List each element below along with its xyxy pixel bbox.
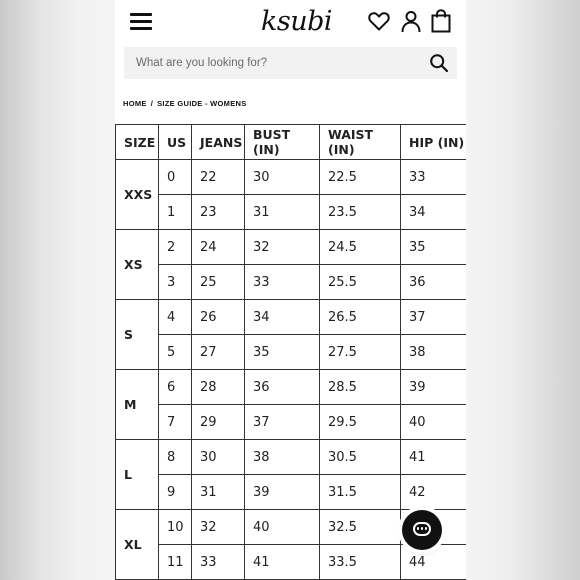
size-cell: L (116, 440, 159, 510)
waist-cell: 32.5 (320, 510, 401, 545)
bust-cell: 37 (245, 405, 320, 440)
size-cell: XS (116, 230, 159, 300)
waist-cell: 28.5 (320, 370, 401, 405)
waist-cell: 24.5 (320, 230, 401, 265)
waist-cell: 31.5 (320, 475, 401, 510)
bust-cell: 38 (245, 440, 320, 475)
jeans-cell: 26 (192, 300, 245, 335)
chat-bubble-icon[interactable] (402, 510, 442, 550)
us-cell: 9 (159, 475, 192, 510)
us-cell: 2 (159, 230, 192, 265)
table-row (116, 545, 467, 580)
shopping-bag-icon[interactable] (429, 9, 453, 33)
hip-cell: 39 (401, 370, 467, 405)
hip-cell: 38 (401, 335, 467, 370)
table-row (116, 370, 467, 405)
us-cell: 1 (159, 195, 192, 230)
table-row (116, 300, 467, 335)
brand-logo[interactable]: ksubi (261, 6, 333, 37)
us-cell: 4 (159, 300, 192, 335)
hip-cell: 40 (401, 405, 467, 440)
bust-cell: 35 (245, 335, 320, 370)
us-cell: 10 (159, 510, 192, 545)
jeans-cell: 27 (192, 335, 245, 370)
waist-cell: 26.5 (320, 300, 401, 335)
bust-cell: 33 (245, 265, 320, 300)
column-header-waist: WAIST (IN) (320, 125, 401, 160)
table-row (116, 160, 467, 195)
table-row (116, 195, 467, 230)
column-header-jeans: JEANS (192, 125, 245, 160)
jeans-cell: 28 (192, 370, 245, 405)
us-cell: 8 (159, 440, 192, 475)
hip-cell: 42 (401, 475, 467, 510)
us-cell: 6 (159, 370, 192, 405)
hip-cell: 34 (401, 195, 467, 230)
hip-cell: 36 (401, 265, 467, 300)
bust-cell: 32 (245, 230, 320, 265)
hip-cell: 33 (401, 160, 467, 195)
us-cell: 11 (159, 545, 192, 580)
bust-cell: 34 (245, 300, 320, 335)
search-bar (124, 47, 457, 79)
waist-cell: 30.5 (320, 440, 401, 475)
us-cell: 7 (159, 405, 192, 440)
us-cell: 5 (159, 335, 192, 370)
jeans-cell: 23 (192, 195, 245, 230)
size-cell: XL (116, 510, 159, 580)
waist-cell: 29.5 (320, 405, 401, 440)
breadcrumb (123, 99, 247, 108)
breadcrumb-current: SIZE GUIDE - WOMENS (157, 99, 247, 108)
table-row (116, 475, 467, 510)
size-cell: S (116, 300, 159, 370)
bust-cell: 31 (245, 195, 320, 230)
search-icon[interactable] (429, 53, 449, 73)
heart-icon[interactable] (367, 9, 391, 33)
jeans-cell: 22 (192, 160, 245, 195)
jeans-cell: 29 (192, 405, 245, 440)
waist-cell: 27.5 (320, 335, 401, 370)
table-row (116, 230, 467, 265)
hip-cell: 35 (401, 230, 467, 265)
table-row (116, 335, 467, 370)
waist-cell: 22.5 (320, 160, 401, 195)
bust-cell: 30 (245, 160, 320, 195)
jeans-cell: 25 (192, 265, 245, 300)
bust-cell: 41 (245, 545, 320, 580)
column-header-size: SIZE (116, 125, 159, 160)
chat-dot (421, 527, 423, 530)
hip-cell: 44 (401, 545, 467, 580)
waist-cell: 23.5 (320, 195, 401, 230)
search-input[interactable] (136, 47, 416, 79)
column-header-bust: BUST (IN) (245, 125, 320, 160)
bust-cell: 39 (245, 475, 320, 510)
chat-dot (417, 527, 419, 530)
jeans-cell: 31 (192, 475, 245, 510)
table-row (116, 265, 467, 300)
mobile-page (115, 0, 466, 580)
breadcrumb-home-link[interactable]: HOME (123, 99, 147, 108)
size-cell: M (116, 370, 159, 440)
hip-cell: 41 (401, 440, 467, 475)
bust-cell: 36 (245, 370, 320, 405)
jeans-cell: 24 (192, 230, 245, 265)
bust-cell: 40 (245, 510, 320, 545)
table-row (116, 405, 467, 440)
breadcrumb-separator: / (150, 99, 154, 108)
jeans-cell: 30 (192, 440, 245, 475)
waist-cell: 25.5 (320, 265, 401, 300)
user-icon[interactable] (399, 9, 423, 33)
hip-cell: 37 (401, 300, 467, 335)
waist-cell: 33.5 (320, 545, 401, 580)
jeans-cell: 32 (192, 510, 245, 545)
size-cell: XXS (116, 160, 159, 230)
chat-dot (425, 527, 427, 530)
jeans-cell: 33 (192, 545, 245, 580)
us-cell: 0 (159, 160, 192, 195)
hamburger-menu-icon[interactable] (130, 11, 152, 31)
column-header-hip: HIP (IN) (401, 125, 467, 160)
table-header-row (116, 125, 467, 160)
us-cell: 3 (159, 265, 192, 300)
table-row (116, 440, 467, 475)
column-header-us: US (159, 125, 192, 160)
